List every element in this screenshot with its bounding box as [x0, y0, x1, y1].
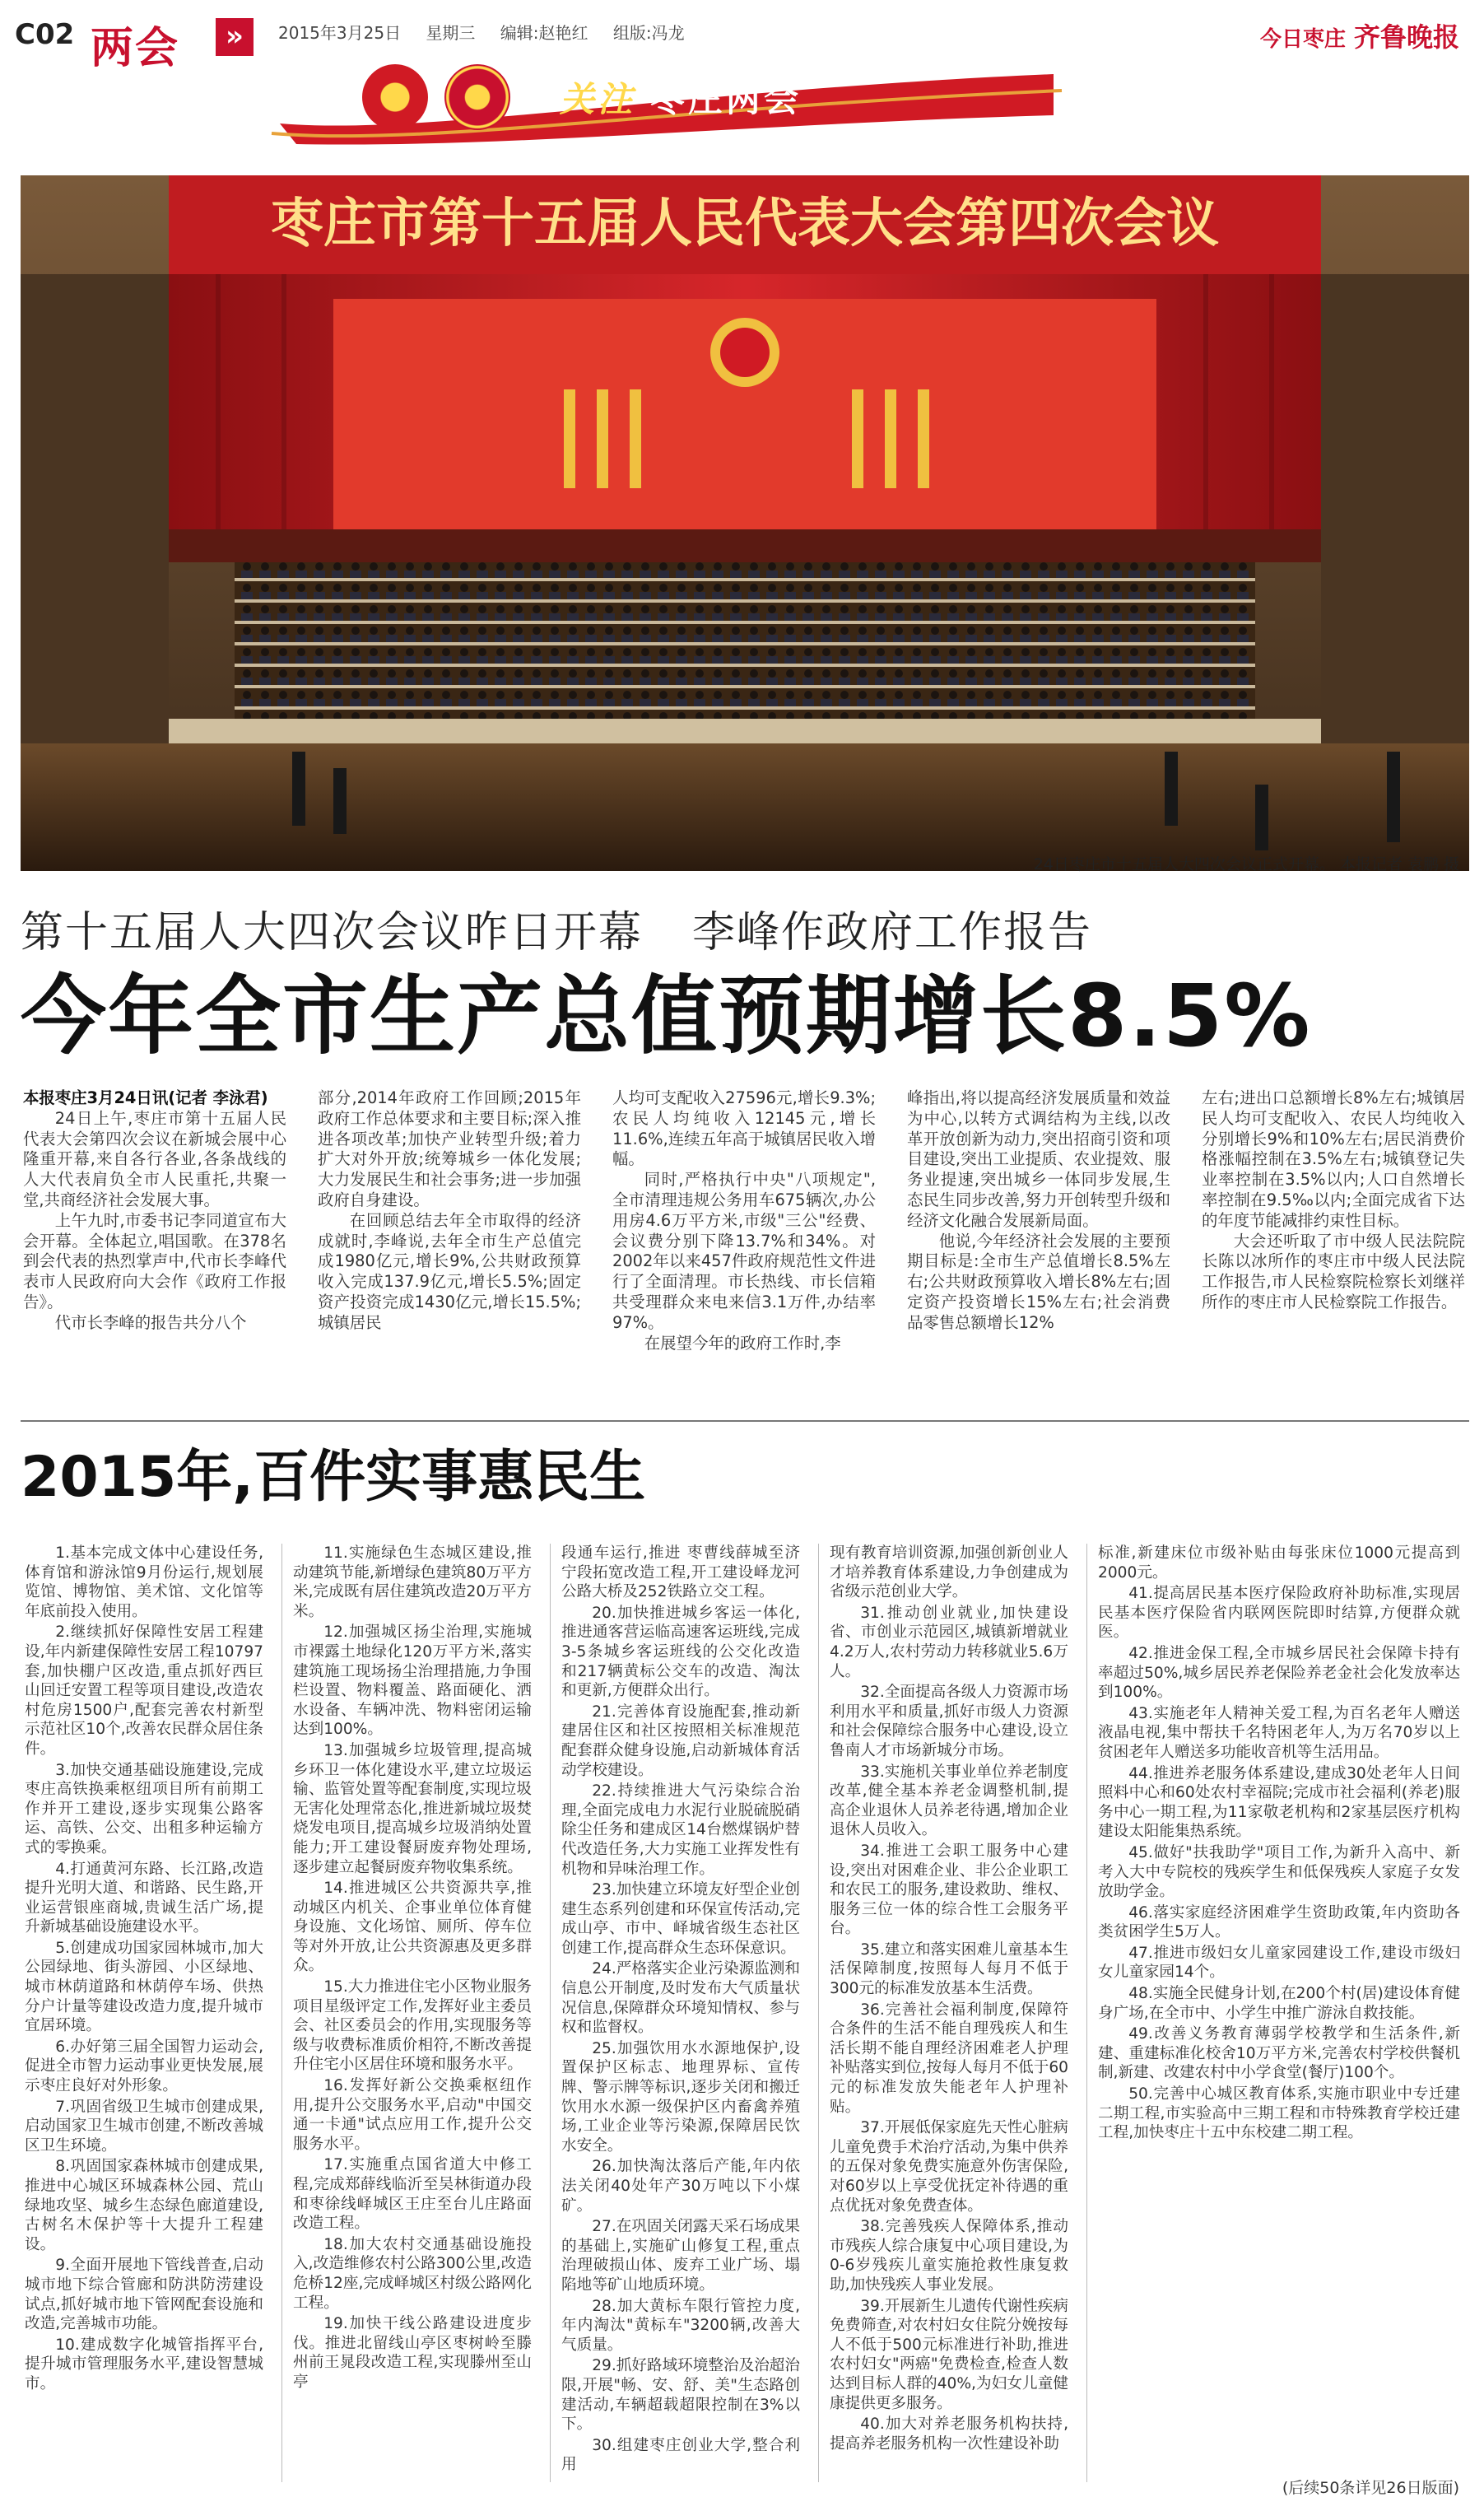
issue-weekday: 星期三	[426, 23, 476, 43]
livelihood-item: 现有教育培训资源,加强创新创业人才培养教育体系建设,力争创建成为省级示范创业大学。	[830, 1544, 1068, 1601]
article-paragraph: 部分,2014年政府工作回顾;2015年政府工作总体要求和主要目标;深入推进各项改革;加快产业转型升级;着力扩大对外开放;统筹城乡一体化发展;大力发展民生和社会事务;进一步加强政府自身建设。	[318, 1088, 581, 1209]
issue-meta	[278, 20, 705, 44]
livelihood-item: 25.加强饮用水水源地保护,设置保护区标志、地理界标、宣传牌、警示牌等标识,逐步关闭和搬迁饮用水水源一级保护区内畜禽养殖场,工业企业等污染源,保障居民饮水安全。	[561, 2039, 800, 2155]
banner-main: 枣庄两会	[650, 79, 802, 119]
livelihood-item: 2.继续抓好保障性安居工程建设,年内新建保障性安居工程10797套,加快棚户区改造,重点抓好西巨山回迁安置工程等项目建设,改造农村危房1500户,配套完善农村新型示范社区10个,改善农民群众居住条件。	[25, 1624, 263, 1758]
livelihood-item: 45.做好"扶我助学"项目工作,为新升入高中、新考入大中专院校的残疾学生和低保残疾人家庭子女发放助学金。	[1098, 1843, 1460, 1901]
layout-editor: 组版:冯龙	[612, 23, 685, 43]
livelihood-item: 39.开展新生儿遗传代谢性疾病免费筛查,对农村妇女住院分娩按每人不低于500元标准进行补助,推进农村妇女"两癌"免费检查,检查人数达到目标人群的40%,为妇女儿童健康提供更多服务。	[830, 2297, 1068, 2412]
livelihood-item: 16.发挥好新公交换乘枢纽作用,提升公交服务水平,启动"中国交通一卡通"试点应用工作,提升公交服务水平。	[293, 2077, 532, 2153]
livelihood-item: 5.创建成功国家园林城市,加大公园绿地、街头游园、小区绿地、城市林荫道路和林荫停车场、供热分户计量等建设改造力度,提升城市宜居环境。	[25, 1939, 263, 2035]
national-emblem-icon	[362, 64, 428, 130]
livelihood-item: 47.推进市级妇女儿童家园建设工作,建设市级妇女儿童家园14个。	[1098, 1944, 1460, 1982]
livelihood-item: 18.加大农村交通基础设施投入,改造维修农村公路300公里,改造危桥12座,完成峄城区村级公路网化工程。	[293, 2235, 532, 2312]
livelihood-item: 3.加快交通基础设施建设,完成枣庄高铁换乘枢纽项目所有前期工作并开工建设,逐步实现集公路客运、高铁、公交、出租多种运输方式的零换乘。	[25, 1761, 263, 1856]
page-number: C02	[15, 18, 75, 51]
column-divider	[818, 1544, 819, 2482]
cppcc-emblem-icon	[444, 64, 510, 130]
banner-focus: 关注	[560, 79, 636, 119]
livelihood-column-1	[25, 1544, 263, 2396]
article-paragraph: 峰指出,将以提高经济发展质量和效益为中心,以转方式调结构为主线,以改革开放创新为动力,突出招商引资和项目建设,突出工业提质、农业提效、服务业提速,突出城乡一体同步发展,生态民生同步改善,努力开创转型升级和经济文化融合发展新局面。	[907, 1088, 1170, 1230]
livelihood-item: 46.落实家庭经济困难学生资助政策,年内资助各类贫困学生5万人。	[1098, 1903, 1460, 1941]
livelihood-item: 13.加强城乡垃圾管理,提高城乡环卫一体化建设水平,建立垃圾运输、监管处置等配套制度,实现垃圾无害化处理常态化,推进新城垃圾焚烧发电项目,提高城乡垃圾消纳处置能力;开工建设餐厨废弃物处理场,逐步建立起餐厨废弃物收集系统。	[293, 1741, 532, 1876]
article-paragraph: 在回顾总结去年全市取得的经济成就时,李峰说,去年全市生产总值完成1980亿元,增长9%,公共财政预算收入完成137.9亿元,增长5.5%;固定资产投资完成1430亿元,增长15.5%;城镇居民	[318, 1210, 581, 1332]
livelihood-item: 4.打通黄河东路、长江路,改造提升光明大道、和谐路、民生路,开业运营银座商城,贵诚生活广场,提升新城基础设施建设水平。	[25, 1860, 263, 1936]
livelihood-item: 36.完善社会福利制度,保障符合条件的生活不能自理残疾人和生活长期不能自理经济困难老人护理补贴落实到位,按每人每月不低于60元的标准发放失能老年人护理补贴。	[830, 2001, 1068, 2116]
stage-banner-text: 枣庄市第十五届人民代表大会第四次会议	[271, 193, 1219, 254]
livelihood-item: 17.实施重点国省道大中修工程,完成郑薛线临沂至吴林街道办段和枣徐线峄城区王庄至台儿庄路面改造工程。	[293, 2156, 532, 2233]
livelihood-title: 2015年,百件实事惠民生	[21, 1445, 646, 1510]
livelihood-item: 7.巩固省级卫生城市创建成果,启动国家卫生城市创建,不断改善城区卫生环境。	[25, 2098, 263, 2155]
livelihood-item: 30.组建枣庄创业大学,整合利用	[561, 2436, 800, 2474]
article-paragraph: 大会还听取了市中级人民法院院长陈以冰所作的枣庄市中级人民法院工作报告,市人民检察院检察长刘继祥所作的枣庄市人民检察院工作报告。	[1202, 1231, 1465, 1311]
livelihood-item: 8.巩固国家森林城市创建成果,推进中心城区环城森林公园、荒山绿地攻坚、城乡生态绿色廊道建设,古树名木保护等十大提升工程建设。	[25, 2158, 263, 2253]
livelihood-item: 26.加快淘汰落后产能,年内依法关闭40处年产30万吨以下小煤矿。	[561, 2158, 800, 2215]
livelihood-item: 21.完善体育设施配套,推动新建居住区和社区按照相关标准规范配套群众健身设施,启动新城体育活动学校建设。	[561, 1703, 800, 1779]
livelihood-item: 23.加快建立环境友好型企业创建生态系列创建和环保宣传活动,完成山亭、市中、峄城省级生态社区创建工作,提高群众生态环保意识。	[561, 1881, 800, 1957]
article-paragraph: 人均可支配收入27596元,增长9.3%;农民人均纯收入12145元,增长11.6%,连续五年高于城镇居民收入增幅。	[612, 1088, 876, 1169]
subhead-part-2: 李峰作政府工作报告	[692, 908, 1093, 957]
editor: 编辑:赵艳红	[500, 23, 588, 43]
livelihood-item: 标准,新建床位市级补贴由每张床位1000元提高到2000元。	[1098, 1544, 1460, 1582]
livelihood-item: 35.建立和落实困难儿童基本生活保障制度,按照每人每月不低于300元的标准发放基本生活费。	[830, 1940, 1068, 1998]
livelihood-item: 段通车运行,推进 枣曹线薛城至济宁段拓宽改造工程,开工建设峄龙河公路大桥及252铁路立交工程。	[561, 1544, 800, 1601]
livelihood-item: 19.加快干线公路建设进度步伐。推进北留线山亭区枣树岭至滕州前王晁段改造工程,实现滕州至山亭	[293, 2315, 532, 2391]
livelihood-item: 10.建成数字化城管指挥平台,提升城市管理服务水平,建设智慧城市。	[25, 2336, 263, 2392]
article-byline: 本报枣庄3月24日讯(记者 李泳君)	[23, 1088, 268, 1107]
article-column-1	[23, 1088, 286, 1334]
article-column-5	[1202, 1088, 1465, 1313]
livelihood-column-3	[561, 1544, 800, 2476]
livelihood-item: 38.完善残疾人保障体系,推动市残疾人综合康复中心项目建设,为0-6岁残疾儿童实施抢救性康复救助,加快残疾人事业发展。	[830, 2218, 1068, 2294]
livelihood-item: 14.推进城区公共资源共享,推动城区内机关、企事业单位体育健身设施、文化场馆、厕所、停车位等对外开放,让公共资源惠及更多群众。	[293, 1880, 532, 1975]
photo-caption: 24日枣庄市十五届人大四次会议正式开幕。 本报记者 袁鹏 摄	[1033, 855, 1459, 873]
subhead-part-1: 第十五届人大四次会议昨日开幕	[21, 908, 644, 957]
section-title: 两会	[91, 24, 180, 73]
article-paragraph: 他说,今年经济社会发展的主要预期目标是:全市生产总值增长8.5%左右;公共财政预算收入增长8%左右;固定资产投资增长15%左右;社会消费品零售总额增长12%	[907, 1231, 1170, 1332]
livelihood-item: 9.全面开展地下管线普查,启动城市地下综合管廊和防洪防涝建设试点,抓好城市地下管网配套设施和改造,完善城市功能。	[25, 2257, 263, 2333]
brand-prefix: 今日枣庄	[1259, 27, 1346, 52]
column-divider	[1086, 1544, 1087, 2482]
issue-date: 2015年3月25日	[278, 23, 402, 43]
livelihood-item: 12.加强城区扬尘治理,实施城市裸露土地绿化120万平方米,落实建筑施工现场扬尘治理措施,力争围栏设置、物料覆盖、路面硬化、洒水设备、车辆冲洗、物料密闭运输达到100%。	[293, 1624, 532, 1739]
continued-note: (后续50条详见26日版面)	[1282, 2479, 1459, 2497]
livelihood-item: 20.加快推进城乡客运一体化,推进通客营运临高速客运班线,完成3-5条城乡客运班线的公交化改造和217辆黄标公交车的改造、淘汰和更新,方便群众出行。	[561, 1604, 800, 1700]
livelihood-item: 34.推进工会职工服务中心建设,突出对困难企业、非公企业职工和农民工的服务,建设救助、维权、服务三位一体的综合性工会服务平台。	[830, 1842, 1068, 1938]
congress-photo	[21, 175, 1469, 871]
livelihood-column-4	[830, 1544, 1068, 2455]
livelihood-item: 24.严格落实企业污染源监测和信息公开制度,及时发布大气质量状况信息,保障群众环境知情权、参与权和监督权。	[561, 1960, 800, 2037]
article-paragraph: 代市长李峰的报告共分八个	[54, 1312, 247, 1332]
livelihood-item: 48.实施全民健身计划,在200个村(居)建设体育健身广场,在全市中、小学生中推广游泳自救技能。	[1098, 1985, 1460, 2022]
article-paragraph: 左右;进出口总额增长8%左右;城镇居民人均可支配收入、农民人均纯收入分别增长9%和10%左右;居民消费价格涨幅控制在3.5%左右;城镇登记失业率控制在3.5%以内;人口自然增长率控制在9.5‰以内;全面完成省下达的年度节能减排约束性目标。	[1202, 1088, 1465, 1230]
article-headline: 今年全市生产总值预期增长8.5%	[21, 966, 1312, 1066]
livelihood-item: 22.持续推进大气污染综合治理,全面完成电力水泥行业脱硫脱硝除尘任务和建成区14台燃煤锅炉替代改造任务,大力实施工业挥发性有机物和异味治理工作。	[561, 1782, 800, 1878]
article-paragraph: 上午九时,市委书记李同道宣布大会开幕。全体起立,唱国歌。在378名到会代表的热烈掌声中,代市长李峰代表市人民政府向大会作《政府工作报告》。	[23, 1210, 286, 1311]
livelihood-item: 49.改善义务教育薄弱学校教学和生活条件,新建、重建标准化校舍10万平方米,完善农村学校供餐机制,新建、改建农村中小学食堂(餐厅)100个。	[1098, 2025, 1460, 2082]
livelihood-item: 1.基本完成文体中心建设任务,体育馆和游泳馆9月份运行,规划展览馆、博物馆、美术馆、文化馆等年底前投入使用。	[25, 1544, 263, 1620]
article-column-3	[612, 1088, 876, 1353]
livelihood-item: 33.实施机关事业单位养老制度改革,健全基本养老金调整机制,提高企业退休人员养老待遇,增加企业退休人员收入。	[830, 1763, 1068, 1839]
livelihood-item: 50.完善中心城区教育体系,实施市职业中专迁建二期工程,市实验高中三期工程和市特殊教育学校迁建工程,加快枣庄十五中东校建二期工程。	[1098, 2085, 1460, 2142]
livelihood-item: 15.大力推进住宅小区物业服务项目星级评定工作,发挥好业主委员会、社区委员会的作用,实现服务等级与收费标准质价相符,不断改善提升住宅小区居住环境和服务水平。	[293, 1978, 532, 2074]
chevron-right-icon: »	[216, 18, 254, 56]
column-divider	[281, 1544, 282, 2482]
banner-title	[560, 72, 802, 122]
article-paragraph: 24日上午,枣庄市第十五届人民代表大会第四次会议在新城会展中心隆重开幕,来自各行各业,各条战线的人大代表肩负全市人民重托,共聚一堂,共商经济社会发展大事。	[23, 1108, 286, 1209]
livelihood-item: 44.推进养老服务体系建设,建成30处老年人日间照料中心和60处农村幸福院;完成市社会福利(养老)服务中心一期工程,为11家敬老机构和2家基层医疗机构建设太阳能集热系统。	[1098, 1764, 1460, 1841]
livelihood-item: 29.抓好路域环境整治及治超治限,开展"畅、安、舒、美"生态路创建活动,车辆超载超限控制在3%以下。	[561, 2357, 800, 2434]
article-column-2	[318, 1088, 581, 1334]
article-paragraph: 在展望今年的政府工作时,李	[644, 1333, 841, 1353]
livelihood-item: 32.全面提高各级人力资源市场利用水平和质量,抓好市级人力资源和社会保障综合服务中心建设,设立鲁南人才市场新城分市场。	[830, 1684, 1068, 1759]
livelihood-item: 11.实施绿色生态城区建设,推动建筑节能,新增绿色建筑80万平方米,完成既有居住建筑改造20万平方米。	[293, 1544, 532, 1620]
livelihood-item: 31.推动创业就业,加快建设省、市创业示范园区,城镇新增就业4.2万人,农村劳动力转移就业5.6万人。	[830, 1604, 1068, 1680]
livelihood-item: 43.实施老年人精神关爱工程,为百名老年人赠送液晶电视,集中帮扶千名特困老年人,为万名70岁以上贫困老年人赠送多功能收音机等生活用品。	[1098, 1704, 1460, 1761]
livelihood-item: 28.加大黄标车限行管控力度,年内淘汰"黄标车"3200辆,改善大气质量。	[561, 2297, 800, 2354]
livelihood-item: 41.提高居民基本医疗保险政府补助标准,实现居民基本医疗保险省内联网医院即时结算,方便群众就医。	[1098, 1585, 1460, 1642]
livelihood-item: 42.推进金保工程,全市城乡居民社会保障卡持有率超过50%,城乡居民养老保险养老金社会化发放率达到100%。	[1098, 1644, 1460, 1702]
article-byline-para	[23, 1088, 286, 1109]
livelihood-column-2	[293, 1544, 532, 2394]
newspaper-brand	[1260, 16, 1459, 54]
livelihood-item: 40.加大对养老服务机构扶持,提高养老服务机构一次性建设补助	[830, 2415, 1068, 2453]
livelihood-column-5	[1098, 1544, 1460, 2145]
article-paragraph: 同时,严格执行中央"八项规定",全市清理违规公务用车675辆次,办公用房4.6万平方米,市级"三公"经费、会议费分别下降13.7%和34%。对2002年以来457件政府规范性文件进行了全面清理。市长热线、市长信箱共受理群众来电来信3.1万件,办结率97%。	[612, 1170, 876, 1332]
lianghui-banner	[263, 58, 1070, 148]
livelihood-item: 6.办好第三届全国智力运动会,促进全市智力运动事业更快发展,展示枣庄良好对外形象。	[25, 2038, 263, 2095]
livelihood-item: 37.开展低保家庭先天性心脏病儿童免费手术治疗活动,为集中供养的五保对象免费实施意外伤害保险,对60岁以上享受优抚定补待遇的重点优抚对象免费查体。	[830, 2119, 1068, 2215]
livelihood-item: 27.在巩固关闭露天采石场成果的基础上,实施矿山修复工程,重点治理破损山体、废弃工业广场、塌陷地等矿山地质环境。	[561, 2218, 800, 2294]
brand-logo: 齐鲁晚报	[1353, 21, 1459, 53]
article-column-4	[907, 1088, 1170, 1334]
column-divider	[550, 1544, 551, 2482]
congress-hall-image	[21, 175, 1469, 871]
section-divider	[21, 1420, 1469, 1422]
